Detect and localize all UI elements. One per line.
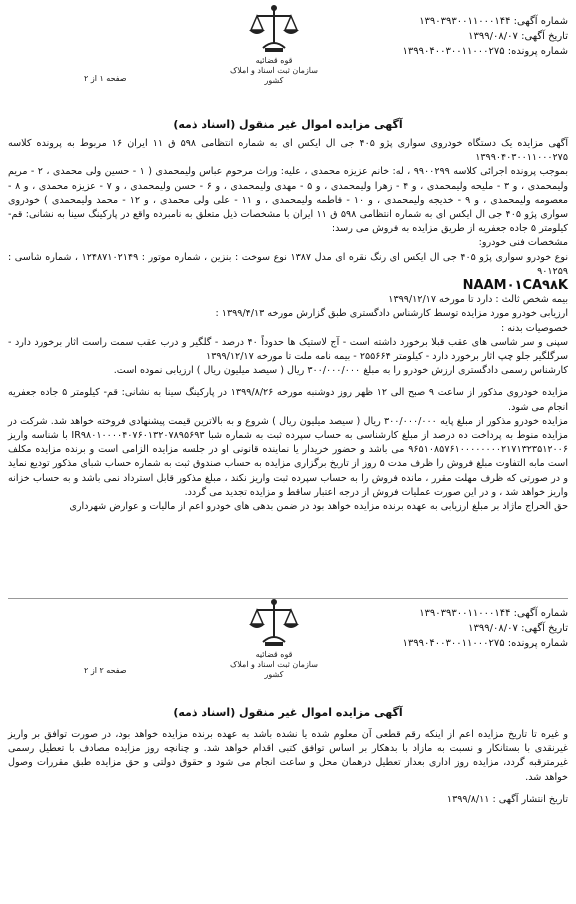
auction-time: مزایده خودروی مذکور از ساعت ۹ صبح الی ۱۲ ظهر روز دوشنبه مورخه ۱۳۹۹/۸/۲۶ در پارکینگ سینا به نشانی: قم- کیلومتر ۵ جاده جعفریه انجام می شود. bbox=[8, 387, 569, 413]
notice1-meta bbox=[403, 14, 568, 59]
case-number-2: شماره پرونده: ۱۳۹۹۰۴۰۰۳۰۰۱۱۰۰۰۲۷۵ bbox=[402, 638, 568, 649]
org-line1: قوه قضائیه bbox=[255, 56, 293, 65]
auction-terms: مزایده خودرو مذکور از مبلغ پایه ۳۰۰/۰۰۰/۰۰۰ ریال ( سیصد میلیون ریال ) شروع و به بالاترین قیمت پیشنهادی فروخته خواهد شد. شرکت در مزایده منوط به پرداخت ده درصد از مبلغ کارشناسی به حساب سپرده ثبت به شماره شبا IR۹۸۰۱۰۰۰۰۴۰۷۶۰۱۳۲۰۷۸۹۵۶۹۳ با شناسه واریز ۹۶۵۱۰۸۵۷۶۱۰۰۰۰۰۰۰۰۲۱۷۱۳۲۳۵۱۲۰۰۶ می باشد و حضور خریدار یا نماینده قانونی او در جلسه مزایده الزامی است و برنده مزایده مکلف است مابه التفاوت مبلغ فروش را ظرف مدت ۵ روز از تاریخ برگزاری مزایده به حساب صندوق ثبت به شماره حساب شبای مذکور تودیع نماید و در صورتی که ظرف مهلت مقرر ، مانده فروش را به حساب سپرده ثبت واریز نکند ، مبلغ مذکور قابل استرداد نمی باشد و به حساب خزانه واریز خواهد شد ، و در این صورت عملیات فروش از درجه اعتبار ساقط و مزایده تجدید می گردد. bbox=[8, 415, 569, 498]
ad-date: تاریخ آگهی: ۱۳۹۹/۰۸/۰۷ bbox=[468, 31, 568, 42]
page-number-2: صفحه ۲ از ۲ bbox=[84, 666, 127, 675]
judiciary-logo bbox=[224, 4, 324, 86]
case-number: شماره پرونده: ۱۳۹۹۰۴۰۰۳۰۰۱۱۰۰۰۲۷۵ bbox=[402, 46, 568, 57]
intro-paragraph: آگهی مزایده یک دستگاه خودروی سواری پژو ۴۰۵ جی ال ایکس ای به شماره انتظامی ۵۹۸ ق ۱۱ ایران ۱۶ مربوط به پرونده کلاسه ۱۳۹۹۰۴۰۳۰۰۱۱۰۰۰۲۷۵ bbox=[8, 138, 568, 164]
ad-date-2: تاریخ آگهی: ۱۳۹۹/۰۸/۰۷ bbox=[468, 623, 568, 634]
notice-title-2: آگهی مزایده اموال غیر منقول (اسناد ذمه) bbox=[173, 706, 403, 719]
scales-emblem-icon bbox=[245, 4, 303, 56]
auction-fees: حق الحراج ماژاد بر مبلغ ارزیابی به عهده برنده مزایده خواهد بود در ضمن بدهی های خودرو اعم از مالیات و عوارض شهرداری bbox=[69, 501, 568, 513]
ad-number: شماره آگهی: ۱۳۹۰۳۹۳۰۰۱۱۰۰۰۱۴۴ bbox=[419, 16, 568, 27]
vehicle-specs: نوع خودرو سواری پژو ۴۰۵ جی ال ایکس ای رنگ نقره ای مدل ۱۳۸۷ نوع سوخت : بنزین ، شماره موتور : ۱۲۴۸۷۱۰۲۱۴۹ ، شماره شاسی : ۹۰۱۲۵۹ bbox=[8, 251, 568, 277]
ad-number-2: شماره آگهی: ۱۳۹۰۳۹۳۰۰۱۱۰۰۰۱۴۴ bbox=[419, 608, 568, 619]
publish-date: تاریخ انتشار آگهی : ۱۳۹۹/۸/۱۱ bbox=[446, 793, 568, 805]
notice2-body bbox=[8, 728, 568, 807]
org-line2: سازمان ثبت اسناد و املاک کشور bbox=[230, 66, 318, 85]
notice1-body bbox=[8, 137, 568, 514]
page-number: صفحه ۱ از ۲ bbox=[84, 74, 127, 83]
insurance-line: بیمه شخص ثالث : دارد تا مورخه ۱۳۹۹/۱۲/۱۷ bbox=[388, 294, 568, 306]
org-line2-2: سازمان ثبت اسناد و املاک کشور bbox=[230, 660, 318, 679]
body-condition: سپنی و سر شاسی های عقب قبلا برخورد داشته است - آج لاستیک ها حدوداً ۴۰ درصد - گلگیر و درب عقب سمت راست اثار برخورد دارد - سرگلگیر جلو چپ اثار برخورد دارد - کیلومتر ۲۵۵۶۶۴ - بیمه نامه ملت تا مورخه ۱۳۹۹/۱۲/۱۷ bbox=[8, 336, 568, 363]
notice2-meta bbox=[403, 606, 568, 651]
judiciary-logo-2 bbox=[224, 598, 324, 680]
org-line1-2: قوه قضائیه bbox=[255, 650, 293, 659]
continuation-paragraph: و غیره تا تاریخ مزایده اعم از اینکه رقم قطعی آن معلوم شده یا نشده باشد به عهده برنده مزایده خواهد بود، در صورت توافق بر واریز غیرنقدی با بستانکار و نسبت به مازاد با بدهکار بر اساس توافق کتبی اقدام خواهد شد. و چنانچه روز مزایده مصادف با تعطیل رسمی غیرمترقبه گردد، مزایده روز اداری بعداز تعطیل درهمان محل و ساعت انجام می شود و حقوق دولتی و حق مزایده طبق مقررات وصول خواهد شد. bbox=[8, 729, 568, 783]
case-paragraph: بموجب پرونده اجرائی کلاسه ۹۹۰۰۲۹۹ ، له: خانم عزیزه محمدی ، علیه: وراث مرحوم عباس ولیمحمدی ( ۱ - حسین ولی محمدی ، ۲ - مریم ولیمحمدی ، و ۳ - ملیحه ولیمحمدی ، و ۴ - زهرا ولیمحمدی ، و ۵ - مهدی ولیمحمدی ، و ۶ - حسن ولیمحمدی ، و ۷ - عزیزه محمدی ، و ۸ - معصومه ولیمحمدی ، و ۹ - خدیجه ولیمحمدی ، و ۱۰ - فاطمه ولیمحمدی ، و ۱۱ - علی ولی محمدی ، و ۱۲ - محمد ولیمحمدی ) خودروی سواری پژو ۴۰۵ جی ال ایکس ای به شماره انتظامی ۵۹۸ ق ۱۱ ایران با مشخصات ذیل متعلق به نامبرده واقع در پارکینگ سینا به نشانی: قم- کیلومتر ۵ جاده جعفریه از طریق مزایده به فروش می رسد: bbox=[8, 166, 569, 235]
chassis-code: NAAM۰۱CA۹۸K bbox=[462, 278, 568, 294]
body-heading: خصوصیات بدنه : bbox=[500, 322, 568, 334]
notice-title: آگهی مزایده اموال غیر منقول (اسناد ذمه) bbox=[173, 118, 403, 131]
appraisal-line: ارزیابی خودرو مورد مزایده توسط کارشناس دادگستری طبق گزارش مورخه ۱۳۹۹/۴/۱۳ : bbox=[215, 308, 568, 320]
scales-emblem-icon bbox=[245, 598, 303, 650]
expert-value: کارشناس رسمی دادگستری ارزش خودرو را به مبلغ ۳۰۰/۰۰۰/۰۰۰ ریال ( سیصد میلیون ریال ) ارزیابی نموده است. bbox=[113, 365, 568, 377]
specs-heading: مشخصات فنی خودرو: bbox=[478, 237, 568, 249]
